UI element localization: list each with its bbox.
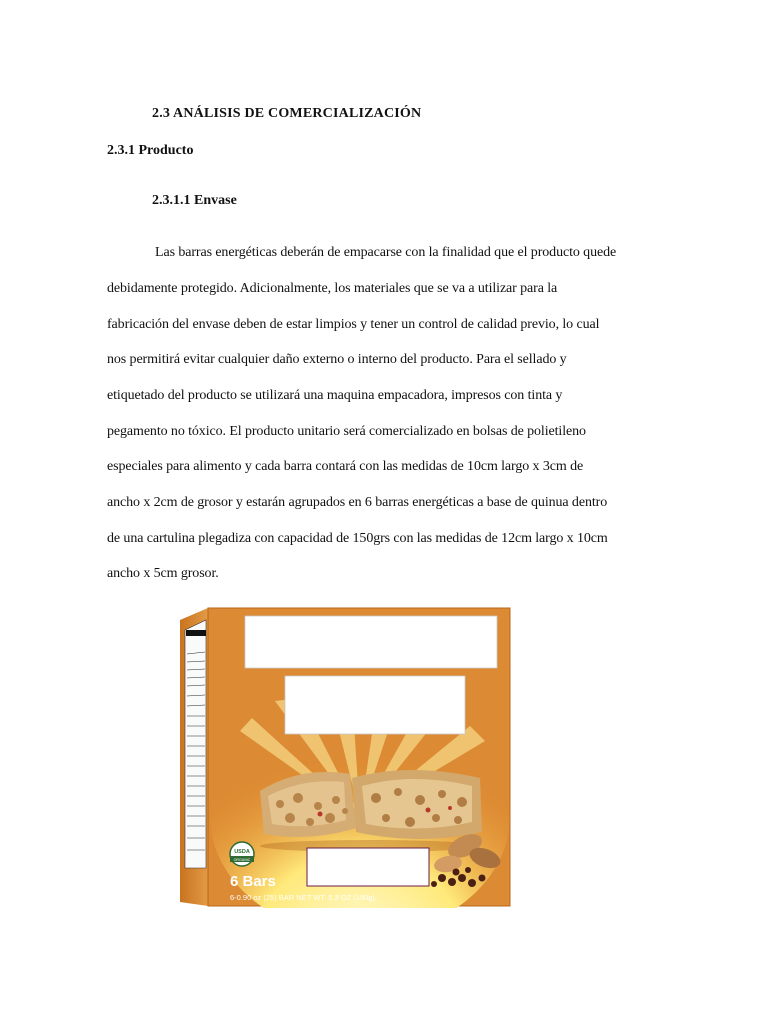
subsection-heading: 2.3.1 Producto — [107, 143, 194, 158]
product-package-image — [180, 606, 512, 908]
paragraph-line: nos permitirá evitar cualquier daño externo o interno del producto. Para el sellado y — [107, 352, 567, 367]
paragraph-line: ancho x 2cm de grosor y estarán agrupados en 6 barras energéticas a base de quinua dentro — [107, 495, 608, 510]
usda-organic-seal — [230, 842, 254, 866]
granola-bar-right — [352, 770, 482, 839]
section-heading: 2.3 ANÁLISIS DE COMERCIALIZACIÓN — [152, 106, 422, 121]
paragraph-line: Las barras energéticas deberán de empacarse con la finalidad que el producto quede — [155, 245, 617, 260]
paragraph-line: ancho x 5cm grosor. — [107, 566, 219, 581]
subsubsection-heading: 2.3.1.1 Envase — [152, 193, 237, 208]
paragraph-line: pegamento no tóxico. El producto unitario será comercializado en bolsas de polietileno — [107, 424, 586, 439]
blank-label-top — [245, 616, 497, 668]
usda-seal-text: USDA — [234, 849, 250, 855]
blank-label-bottom — [307, 848, 429, 886]
package-count-label: 6 Bars — [230, 873, 276, 890]
package-weight-label: 6-0.90 oz (25) BAR NET WT. 5.3 OZ (150g). — [230, 893, 377, 902]
organic-seal-text: ORGANIC — [233, 858, 251, 862]
paragraph-line: de una cartulina plegadiza con capacidad de 150grs con las medidas de 12cm largo x 10cm — [107, 531, 608, 546]
paragraph-line: especiales para alimento y cada barra contará con las medidas de 10cm largo x 3cm de — [107, 459, 584, 474]
paragraph-line: etiquetado del producto se utilizará una maquina empacadora, impresos con tinta y — [107, 388, 563, 403]
package-illustration — [180, 606, 512, 908]
paragraph-line: debidamente protegido. Adicionalmente, los materiales que se va a utilizar para la — [107, 281, 558, 296]
blank-label-middle — [285, 676, 465, 734]
paragraph-line: fabricación del envase deben de estar limpios y tener un control de calidad previo, lo cual — [107, 317, 600, 332]
nutrition-label — [185, 620, 206, 868]
